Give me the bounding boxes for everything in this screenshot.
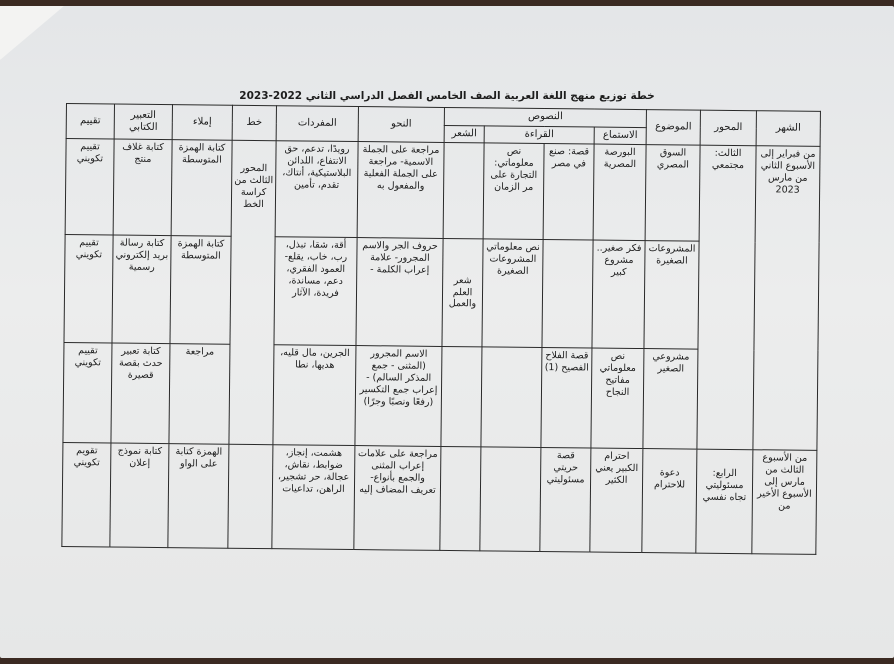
grammar-cell: مراجعة على الجملة الاسمية- مراجعة على الجملة الفعلية والمفعول به <box>357 142 444 239</box>
vocabulary-cell: رويدًا، تدعم، حق الانتفاع، اللدائن البلاستيكية، أنتاك، تقدم، تأمين <box>275 141 358 238</box>
month-cell: من الأسبوع الثالث من مارس إلى الأسبوع الأخير من <box>752 450 817 555</box>
document-title: خطة توزيع منهج اللغة العربية الصف الخامس الفصل الدراسي الثاني 2022-2023 <box>239 90 655 102</box>
listening-cell: فكر صغير.. مشروع كبير <box>592 240 645 349</box>
dictation-cell: كتابة الهمزة المتوسطة <box>170 236 231 345</box>
header-reading: القراءة <box>484 125 594 144</box>
grammar-cell: الاسم المجرور (المثنى - جمع المذكر السالم) - إعراب جمع التكسير (رفعًا ونصبًا وجرًا) <box>355 346 442 447</box>
axis-cell: الثالث: مجتمعي <box>697 145 756 450</box>
folded-corner <box>0 6 64 60</box>
vocabulary-cell: الجرين، مال قليه، هديها، نطا <box>273 345 356 446</box>
writing-cell: كتابة تعبير حدث بقصة قصيرة <box>111 343 170 444</box>
poetry-cell <box>441 346 482 446</box>
header-month: الشهر <box>756 111 820 147</box>
reading-story-cell: قصة: صنع في مصر <box>543 144 594 241</box>
header-dictation: إملاء <box>172 105 232 141</box>
writing-cell: كتابة غلاف منتج <box>113 139 172 236</box>
poetry-cell <box>440 446 481 550</box>
reading-story-cell <box>542 240 593 349</box>
vocabulary-cell: هشمت، إنجاز، ضوابط، نقاش، عجالة، حر تشجير، الراهن، تداعيات <box>272 445 355 550</box>
curriculum-table <box>61 103 821 555</box>
paper-sheet <box>0 6 894 658</box>
dictation-cell: مراجعة <box>169 344 230 445</box>
header-poetry: الشعر <box>444 125 484 143</box>
assessment-cell: تقييم تكويني <box>65 139 114 235</box>
listening-cell: البورصة المصرية <box>593 144 646 241</box>
curriculum-table-wrapper <box>61 103 820 548</box>
reading-info-cell: نص معلوماتي المشروعات الصغيرة <box>482 239 543 348</box>
vocabulary-cell: أقة، شقا، تبذل، رب، خاب، يقلع-العمود الفقري، دعم، مساندة، فريدة، الآثار <box>274 237 357 346</box>
handwriting-cell: المحور الثالث من كراسة الخط <box>229 140 276 444</box>
reading-story-cell: قصة حريتي مسئوليتي <box>540 447 591 552</box>
topic-cell: دعوة للاحترام <box>642 449 697 554</box>
reading-info-cell <box>481 347 542 448</box>
listening-cell: احترام الكبير يعني الكثير <box>590 448 643 553</box>
handwriting-cell <box>228 444 273 548</box>
header-assessment: تقييم <box>66 104 114 140</box>
axis-cell: الرابع: مسئوليتي تجاه نفسي <box>696 449 753 554</box>
listening-cell: نص معلوماتي مفاتيح النجاح <box>591 348 644 449</box>
grammar-cell: حروف الجر والاسم المجرور- علامة إعراب الكلمة - <box>356 238 443 347</box>
month-cell: من فبراير إلى الأسبوع الثاني من مارس 2023 <box>753 146 820 451</box>
dictation-cell: كتابة الهمزة المتوسطة <box>171 140 232 237</box>
topic-cell: المشروعات الصغيرة <box>644 241 699 350</box>
table-row <box>65 139 820 243</box>
header-handwriting: خط <box>232 105 276 140</box>
header-writing: التعبير الكتابي <box>114 104 172 140</box>
writing-cell: كتابة نموذج إعلان <box>110 443 169 548</box>
reading-story-cell: قصة الفلاح الفصيح (1) <box>541 347 592 448</box>
writing-cell: كتابة رسالة بريد إلكتروني رسمية <box>112 235 171 344</box>
topic-cell: مشروعي الصغير <box>643 349 698 450</box>
table-row <box>62 442 817 554</box>
header-vocabulary: المفردات <box>276 106 358 142</box>
poetry-cell: شعر العلم والعمل <box>442 238 483 346</box>
assessment-cell: تقويم تكويني <box>62 442 111 546</box>
assessment-cell: تقييم تكويني <box>64 234 113 342</box>
header-grammar: النحو <box>358 107 444 143</box>
grammar-cell: مراجعة على علامات إعراب المثنى والجمع بأنواع- تعريف المضاف إليه <box>354 446 441 551</box>
assessment-cell: تقييم تكويني <box>63 342 112 442</box>
header-axis: المحور <box>700 110 756 146</box>
topic-cell: السوق المصري <box>645 145 700 242</box>
dictation-cell: الهمزة كتابة على الواو <box>168 444 229 549</box>
reading-info-cell <box>480 447 541 552</box>
reading-info-cell: نص معلوماتي: التجارة على مر الزمان <box>483 143 544 240</box>
poetry-cell <box>443 142 484 238</box>
header-listening: الاستماع <box>594 127 646 145</box>
header-topic: الموضوع <box>646 110 700 146</box>
header-texts: النصوص <box>444 107 646 127</box>
